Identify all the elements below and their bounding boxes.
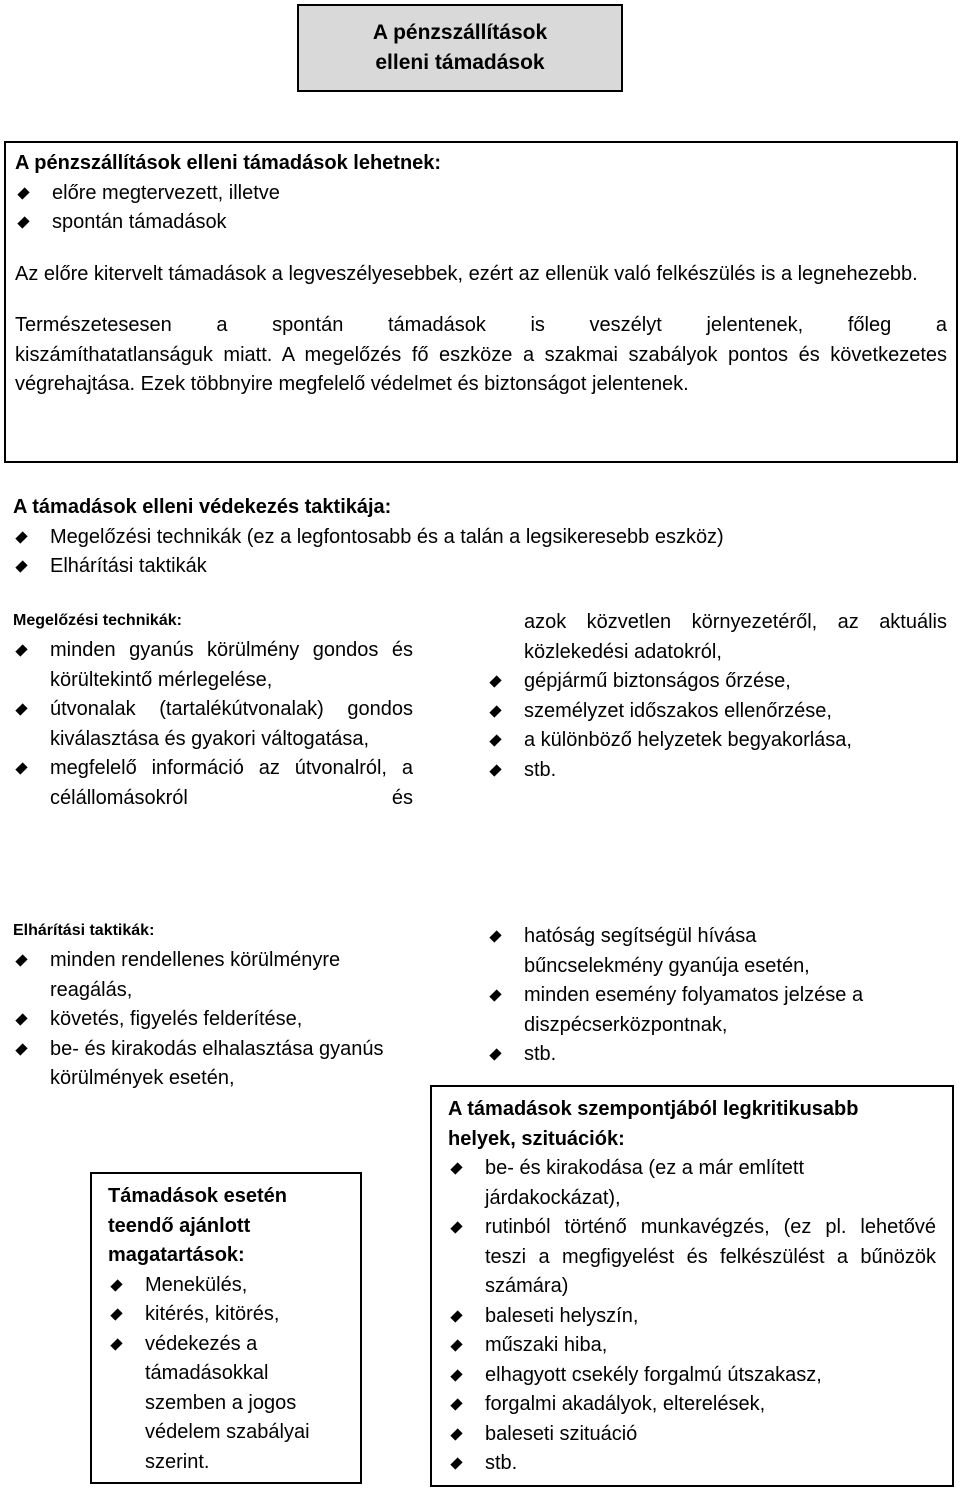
defense-heading: Elhárítási taktikák: [13, 922, 155, 939]
list-item: stb. [448, 1449, 936, 1479]
diamond-bullet-icon [110, 1308, 122, 1320]
diamond-bullet-icon [110, 1338, 122, 1350]
list-item: a különböző helyzetek begyakorlása, [487, 726, 947, 756]
tactics-section [13, 493, 948, 582]
diamond-bullet-icon [450, 1339, 462, 1351]
diamond-bullet-icon [489, 705, 501, 717]
critical-list [448, 1154, 936, 1479]
diamond-bullet-icon [489, 1048, 501, 1060]
list-item: minden gyanús körülmény gondos és körültekintő mérlegelése, [13, 636, 413, 695]
intro-paragraph-2: kiszámíthatatlanságuk miatt. A megelőzés fő eszköze a szakmai szabályok pontos és következetes végrehajtása. Ezek többnyire megfelelő védelmet és biztonságot jelentenek. [15, 343, 947, 395]
prevention-right-column [487, 608, 947, 785]
list-item: kitérés, kitörés, [108, 1300, 350, 1330]
diamond-bullet-icon [489, 930, 501, 942]
list-item: spontán támadások [15, 208, 947, 238]
tactics-heading: A támadások elleni védekezés taktikája: [13, 496, 392, 518]
diamond-bullet-icon [15, 644, 27, 656]
diamond-bullet-icon [15, 1013, 27, 1025]
list-item: gépjármű biztonságos őrzése, [487, 667, 947, 697]
list-item: Elhárítási taktikák [13, 552, 948, 582]
list-item: megfelelő információ az útvonalról, a célállomásokról és [13, 754, 413, 813]
prevention-left-column [13, 610, 413, 813]
list-item: stb. [487, 1040, 947, 1070]
diamond-bullet-icon [489, 764, 501, 776]
list-item: forgalmi akadályok, elterelések, [448, 1390, 936, 1420]
list-item: be- és kirakodása (ez a már említett járdakockázat), [448, 1154, 936, 1213]
page-title: A pénzszállítások elleni támadások [372, 21, 548, 74]
defense-list [13, 946, 413, 1094]
intro-heading: A pénzszállítások elleni támadások lehetnek: [15, 152, 442, 174]
list-item: minden rendellenes körülményre reagálás, [13, 946, 413, 1005]
diamond-bullet-icon [450, 1398, 462, 1410]
diamond-bullet-icon [450, 1428, 462, 1440]
list-item: elhagyott csekély forgalmú útszakasz, [448, 1361, 936, 1391]
intro-paragraph-2-line1: Természetesesen a spontán támadások is veszélyt jelentenek, főleg a [15, 314, 947, 336]
diamond-bullet-icon [110, 1279, 122, 1291]
list-item: útvonalak (tartalékútvonalak) gondos kiválasztása és gyakori váltogatása, [13, 695, 413, 754]
attack-types-list [15, 179, 947, 238]
list-item: rutinból történő munkavégzés, (ez pl. lehetővé teszi a megfigyelést és felkészülést a bűnözök számára) [448, 1213, 936, 1302]
diamond-bullet-icon [15, 531, 27, 543]
critical-situations-box [430, 1085, 954, 1487]
list-item: személyzet időszakos ellenőrzése, [487, 697, 947, 727]
diamond-bullet-icon [15, 954, 27, 966]
diamond-bullet-icon [15, 703, 27, 715]
diamond-bullet-icon [17, 187, 29, 199]
list-item: követés, figyelés felderítése, [13, 1005, 413, 1035]
defense-left-column [13, 920, 413, 1094]
tactics-list [13, 523, 948, 582]
prevention-list-continued [487, 667, 947, 785]
diamond-bullet-icon [489, 734, 501, 746]
list-item: védekezés a támadásokkal szemben a jogos védelem szabályai szerint. [108, 1330, 350, 1478]
diamond-bullet-icon [15, 1043, 27, 1055]
list-item: előre megtervezett, illetve [15, 179, 947, 209]
diamond-bullet-icon [17, 216, 29, 228]
page-title-box [297, 4, 623, 92]
intro-paragraph-1: Az előre kitervelt támadások a legveszélyesebbek, ezért az ellenük való felkészülés is a legnehezebb. [15, 262, 918, 285]
diamond-bullet-icon [450, 1457, 462, 1469]
list-item: be- és kirakodás elhalasztása gyanús körülmények esetén, [13, 1035, 413, 1094]
list-item: hatóság segítségül hívása bűncselekmény gyanúja esetén, [487, 922, 947, 981]
intro-box [4, 141, 958, 463]
list-item: minden esemény folyamatos jelzése a diszpécserközpontnak, [487, 981, 947, 1040]
prevention-list [13, 636, 413, 813]
behavior-list [108, 1271, 350, 1478]
critical-heading: A támadások szempontjából legkritikusabb helyek, szituációk: [448, 1098, 859, 1150]
defense-list-continued [487, 922, 947, 1070]
diamond-bullet-icon [450, 1221, 462, 1233]
diamond-bullet-icon [450, 1310, 462, 1322]
defense-right-column [487, 922, 947, 1070]
behavior-heading: Támadások esetén teendő ajánlott magatartások: [108, 1185, 287, 1266]
prevention-continuation: azok közvetlen környezetéről, az aktuális közlekedési adatokról, [524, 611, 947, 663]
diamond-bullet-icon [489, 675, 501, 687]
diamond-bullet-icon [15, 762, 27, 774]
list-item: stb. [487, 756, 947, 786]
prevention-heading: Megelőzési technikák: [13, 612, 182, 629]
list-item: műszaki hiba, [448, 1331, 936, 1361]
diamond-bullet-icon [489, 989, 501, 1001]
diamond-bullet-icon [450, 1369, 462, 1381]
list-item: Megelőzési technikák (ez a legfontosabb és a talán a legsikeresebb eszköz) [13, 523, 948, 553]
list-item: baleseti szituáció [448, 1420, 936, 1450]
diamond-bullet-icon [15, 560, 27, 572]
list-item: Menekülés, [108, 1271, 350, 1301]
list-item: baleseti helyszín, [448, 1302, 936, 1332]
behavior-box [90, 1172, 362, 1484]
diamond-bullet-icon [450, 1162, 462, 1174]
